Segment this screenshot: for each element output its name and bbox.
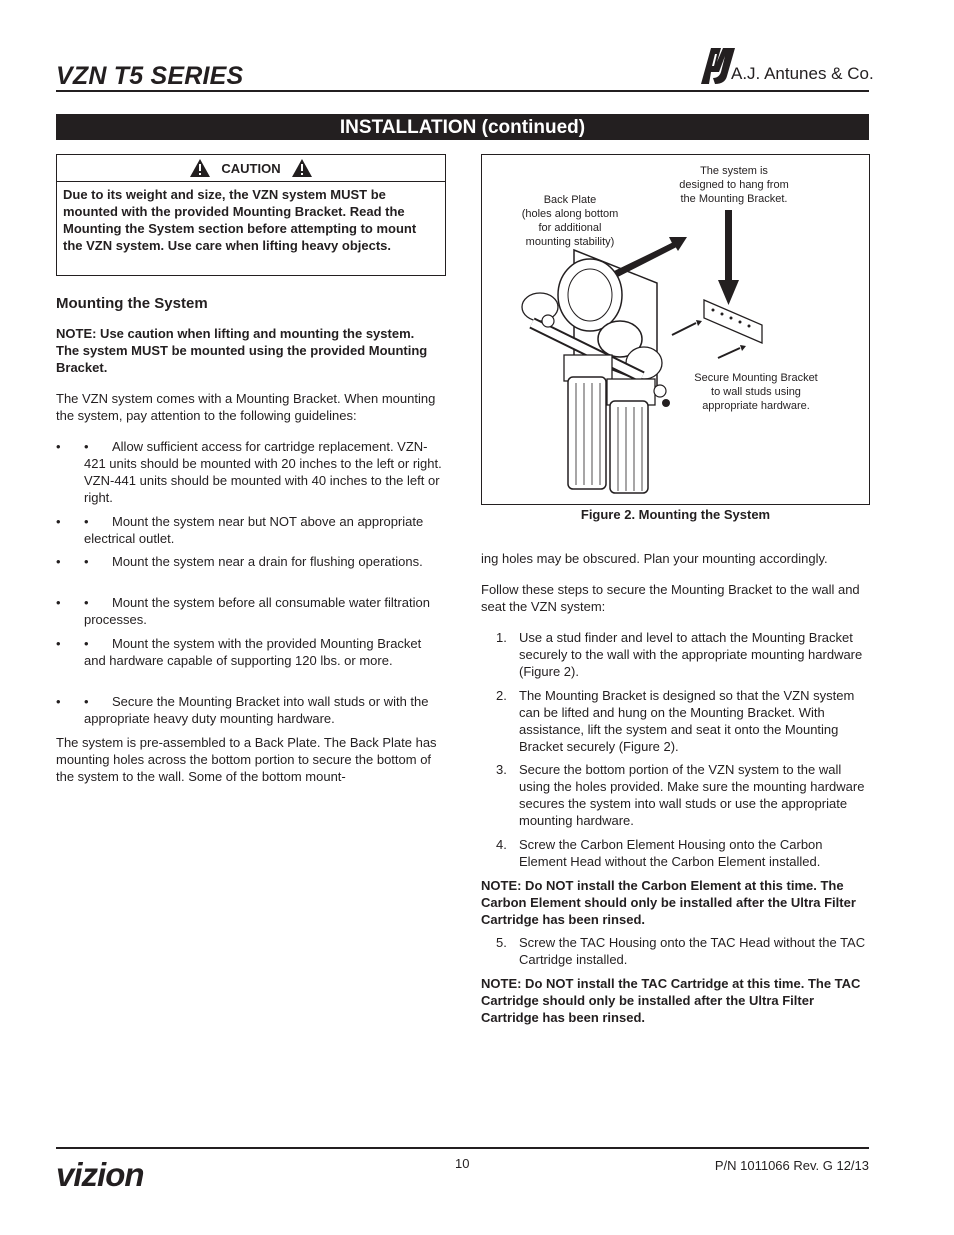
page-number: 10 <box>455 1156 470 1171</box>
step-text: Screw the Carbon Element Housing onto the Carbon Element Head without the Carbon Element installed. <box>519 837 823 869</box>
step-number: 5. <box>496 935 507 950</box>
bullet-text: Mount the system near but NOT above an appropriate electrical outlet. <box>84 514 424 546</box>
list-item: • • Secure the Mounting Bracket into wall studs or with the appropriate heavy duty mounting hardware. <box>56 694 429 726</box>
note-tac: NOTE: Do NOT install the TAC Cartridge at this time. The TAC Cartridge should only be installed after the Ultra Filter Cartridge has been rinsed. <box>481 976 861 1025</box>
step-text: The Mounting Bracket is designed so that the VZN system can be lifted and hung on the Mounting Bracket. With assistance, lift the system and seat it onto the Mounting Bracket securely (Figure 2). <box>519 688 855 754</box>
note-text: NOTE: Use caution when lifting and mounting the system. The system MUST be mounted using the provided Mounting Bracket. <box>56 326 428 375</box>
continued-text: ing holes may be obscured. Plan your mounting accordingly. <box>481 551 828 566</box>
bullet-text: Mount the system with the provided Mounting Bracket and hardware capable of supporting 120 lbs. or more. <box>84 636 422 668</box>
caution-header <box>57 155 445 182</box>
caution-box <box>56 154 446 276</box>
list-item <box>481 761 871 829</box>
list-item <box>481 836 871 870</box>
callout-back-plate: Back Plate (holes along bottom for additional mounting stability) <box>521 194 619 248</box>
footer-rule <box>56 1147 869 1149</box>
list-item <box>481 687 871 755</box>
list-item <box>481 934 871 968</box>
caution-label: CAUTION <box>221 160 281 176</box>
step-text: Screw the TAC Housing onto the TAC Head without the TAC Cartridge installed. <box>519 935 866 967</box>
figure-box <box>481 154 870 505</box>
series-title: VZN T5 SERIES <box>56 62 244 90</box>
list-item: • • Allow sufficient access for cartridge replacement. VZN-421 units should be mounted with 20 inches to the left or right. VZN-441 units should be mounted with 40 inches to the left or right. <box>56 439 442 505</box>
bullet-text: Mount the system before all consumable water filtration processes. <box>84 595 430 627</box>
bullet-text: Secure the Mounting Bracket into wall studs or with the appropriate heavy duty mounting hardware. <box>84 694 429 726</box>
brand-logo <box>697 44 874 88</box>
list-item: • • Mount the system with the provided Mounting Bracket and hardware capable of supporting 120 lbs. or more. <box>56 636 422 668</box>
brand-name: A.J. Antunes & Co. <box>731 64 874 83</box>
bullet-text: Mount the system near a drain for flushing operations. <box>112 554 423 569</box>
step-text: Use a stud finder and level to attach the Mounting Bracket securely to the wall with the appropriate mounting hardware (Figure 2). <box>519 630 863 679</box>
closing-text: The system is pre-assembled to a Back Plate. The Back Plate has mounting holes across the bottom portion to secure the bottom of the system to the wall. Some of the bottom mount- <box>56 735 437 784</box>
steps-intro: Follow these steps to secure the Mounting Bracket to the wall and seat the VZN system: <box>481 582 860 614</box>
note-carbon: NOTE: Do NOT install the Carbon Element at this time. The Carbon Element should only be installed after the Ultra Filter Cartridge has been rinsed. <box>481 878 856 927</box>
step-number: 4. <box>496 837 507 852</box>
figure-caption: Figure 2. Mounting the System <box>580 507 771 522</box>
part-number: P/N 1011066 Rev. G 12/13 <box>714 1158 869 1173</box>
step-number: 2. <box>496 688 507 703</box>
vizion-logo <box>56 1160 231 1195</box>
section-banner: INSTALLATION (continued) <box>56 114 869 140</box>
logo-text: vizion <box>56 1160 144 1190</box>
list-item: • • Mount the system before all consumable water filtration processes. <box>56 595 430 627</box>
list-item <box>481 629 871 680</box>
caution-text: Due to its weight and size, the VZN system MUST be mounted with the provided Mounting Bracket. Read the Mounting the System section before attempting to mount the VZN system. Use care when lifting heavy objects. <box>63 187 417 253</box>
bullet-text: Allow sufficient access for cartridge replacement. VZN-421 units should be mounted with 20 inches to the left or right. VZN-441 units should be mounted with 40 inches to the left or right. <box>84 439 442 505</box>
callout-secure: Secure Mounting Bracket to wall studs using appropriate hardware. <box>694 372 818 412</box>
warning-icon <box>291 158 313 178</box>
step-text: Secure the bottom portion of the VZN system to the wall using the holes provided. Make sure the mounting hardware secures the system into wall studs or use the appropriate mounting hardware. <box>519 762 865 828</box>
warning-icon <box>189 158 211 178</box>
list-item: • • Mount the system near but NOT above an appropriate electrical outlet. <box>56 514 424 546</box>
header-rule <box>56 90 869 92</box>
section-heading: Mounting the System <box>56 295 208 312</box>
callout-hang: The system is designed to hang from the Mounting Bracket. <box>679 165 789 205</box>
step-number: 1. <box>496 630 507 645</box>
list-item: • • Mount the system near a drain for flushing operations. <box>56 554 423 569</box>
intro-text: The VZN system comes with a Mounting Bracket. When mounting the system, pay attention to the following guidelines: <box>56 391 436 423</box>
step-number: 3. <box>496 762 507 777</box>
